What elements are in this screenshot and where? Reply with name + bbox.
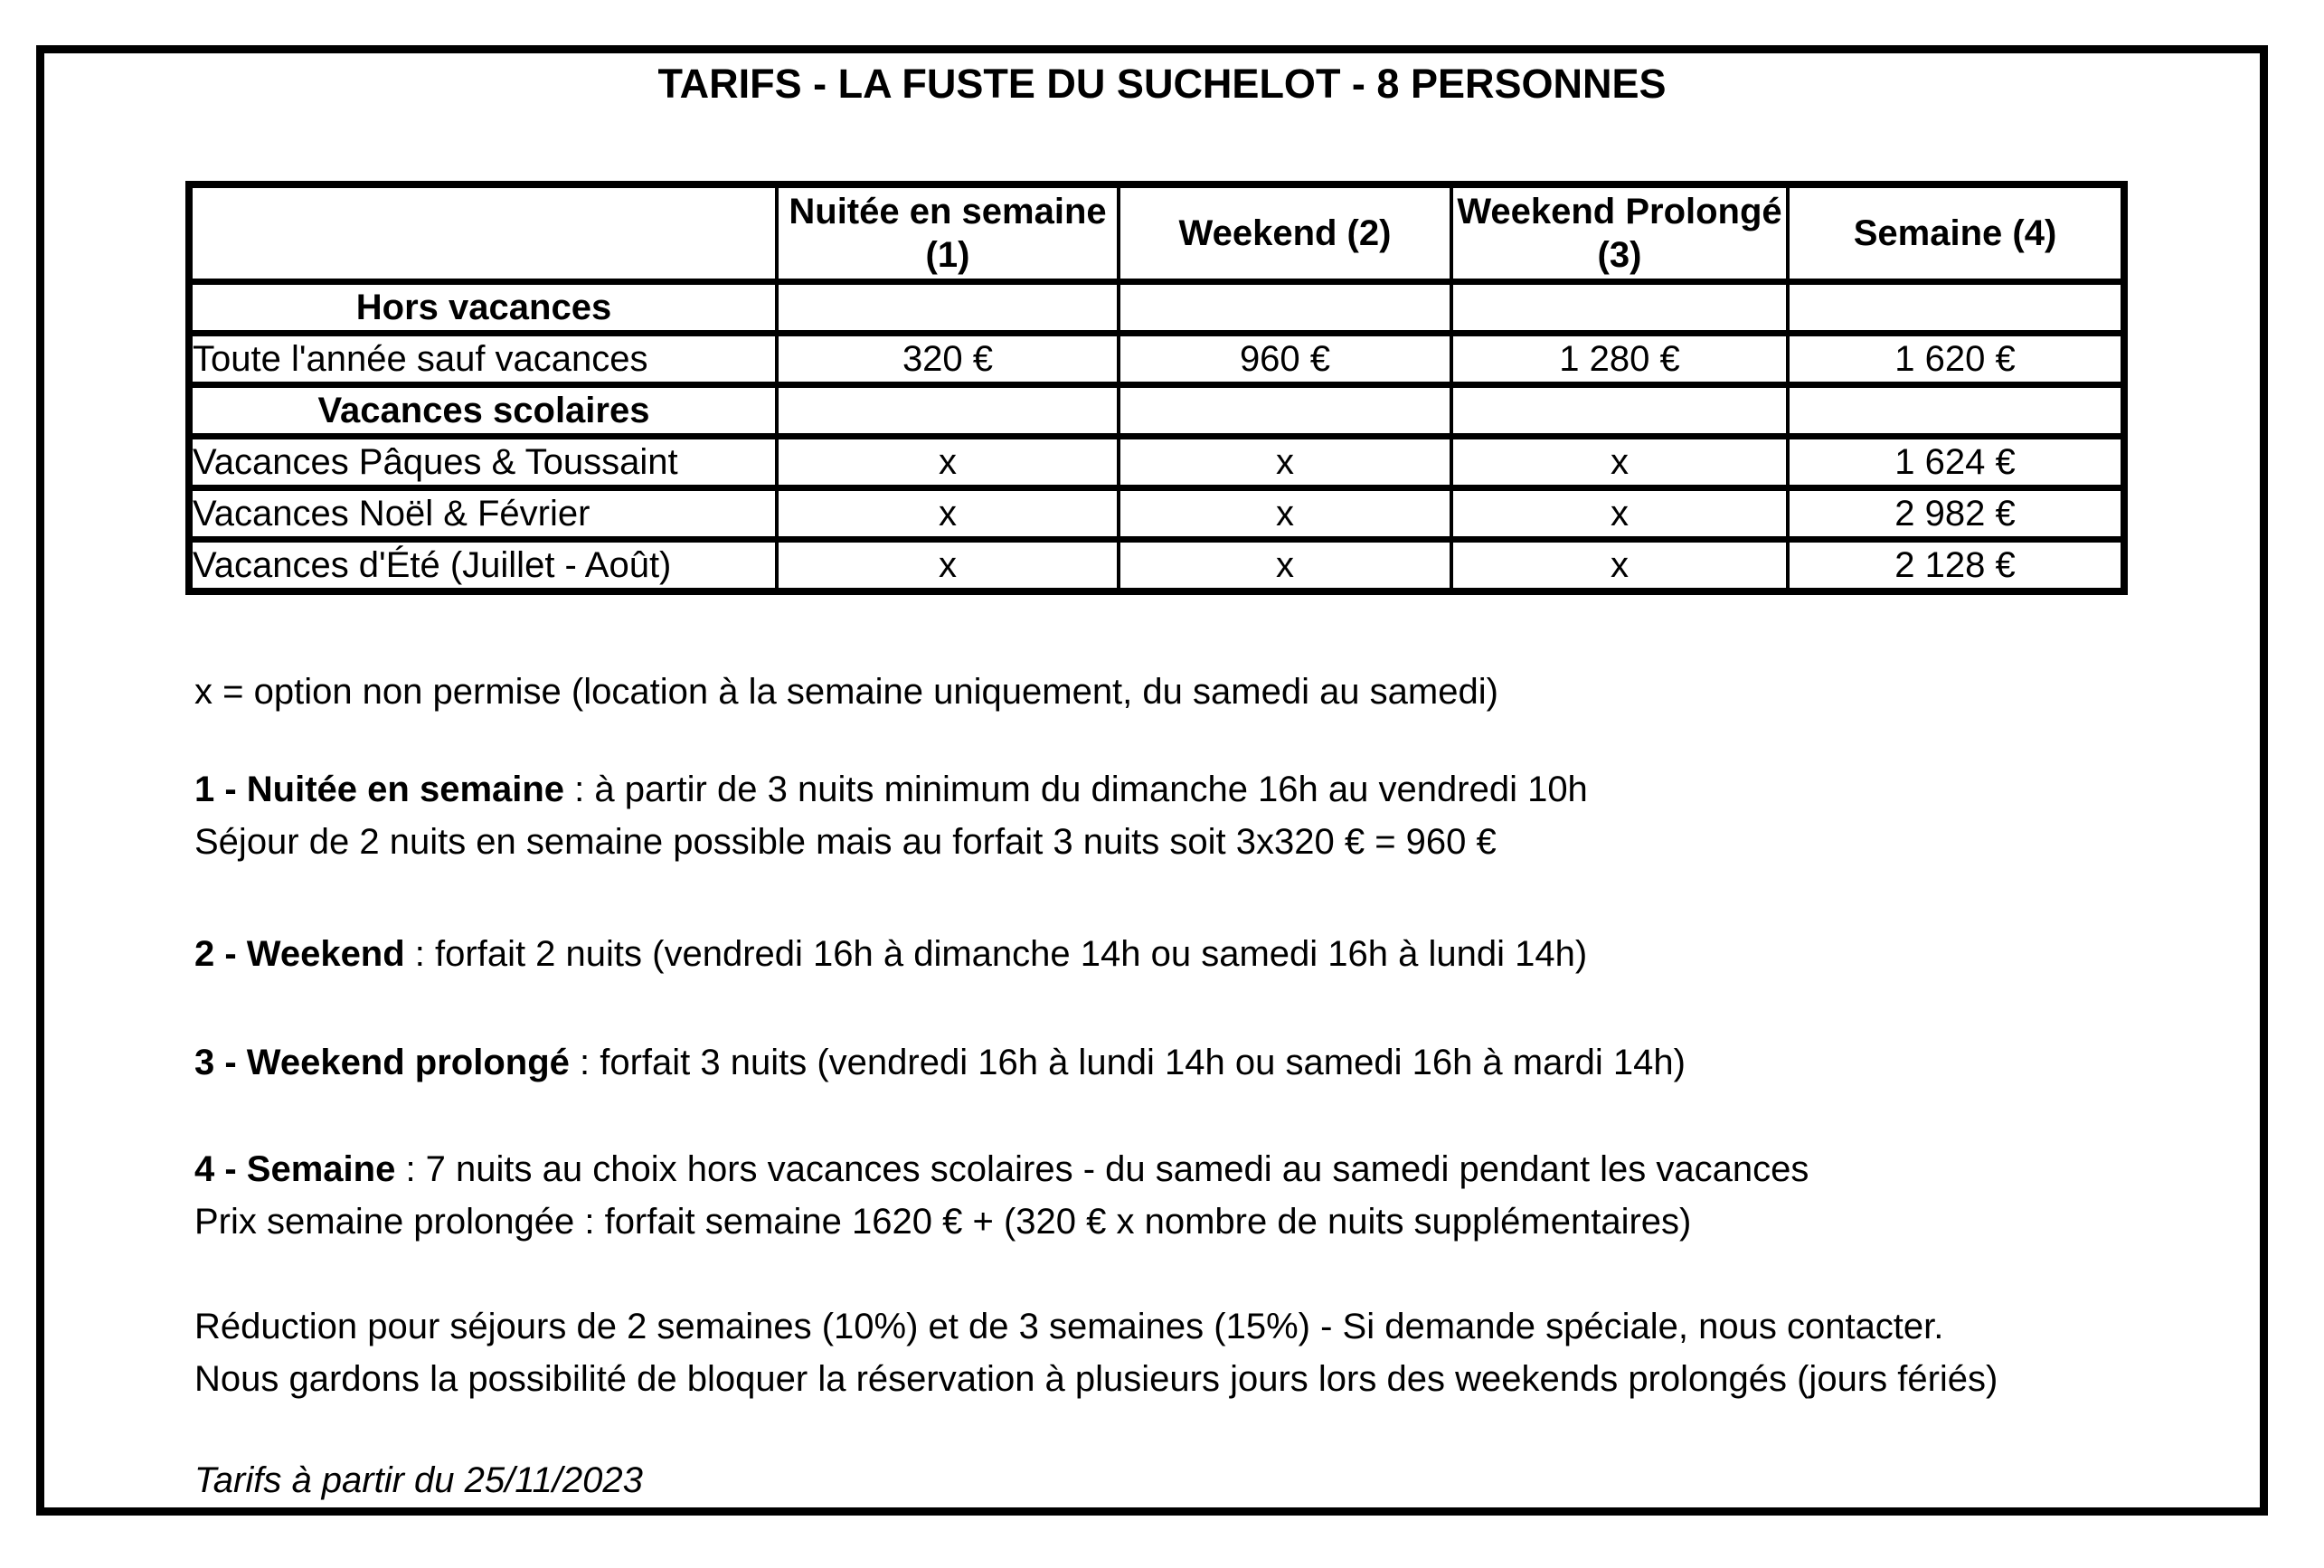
price-cell: 1 280 €: [1451, 334, 1788, 385]
note-nuitee-lead: 1 - Nuitée en semaine: [194, 770, 565, 809]
pricing-table: [185, 181, 2128, 595]
note-semaine-lead: 4 - Semaine: [194, 1149, 396, 1189]
column-header-semaine: Semaine (4): [1788, 184, 2124, 282]
price-cell: 320 €: [777, 334, 1119, 385]
price-cell: [1788, 282, 2124, 334]
not-permitted-cell: x: [777, 540, 1119, 592]
row-label: Vacances Noël & Février: [189, 488, 777, 540]
section-label: Vacances scolaires: [189, 385, 777, 437]
note-weekend-text: : forfait 2 nuits (vendredi 16h à dimanche 14h ou samedi 16h à lundi 14h): [404, 934, 1588, 974]
price-cell: 1 620 €: [1788, 334, 2124, 385]
price-cell: [777, 385, 1119, 437]
price-cell: [1119, 385, 1451, 437]
reduction-note-line2: Nous gardons la possibilité de bloquer la réservation à plusieurs jours lors des weekends prolongés (jours fériés): [194, 1359, 1998, 1399]
table-row-noel-fevrier: [189, 488, 2124, 540]
column-header-weekend: Weekend (2): [1119, 184, 1451, 282]
note-nuitee-line1: [194, 767, 1588, 812]
not-permitted-cell: x: [1119, 540, 1451, 592]
price-cell: [1451, 282, 1788, 334]
price-cell: 2 128 €: [1788, 540, 2124, 592]
row-label: Vacances d'Été (Juillet - Août): [189, 540, 777, 592]
note-nuitee-line2: Séjour de 2 nuits en semaine possible mais au forfait 3 nuits soit 3x320 € = 960 €: [194, 822, 1497, 862]
price-cell: [777, 282, 1119, 334]
table-row-hors-vacances: [189, 282, 2124, 334]
column-header-empty: [189, 184, 777, 282]
note-weekend-prolonge: [194, 1040, 1686, 1085]
price-cell: [1119, 282, 1451, 334]
price-cell: [1451, 385, 1788, 437]
not-permitted-cell: x: [1451, 540, 1788, 592]
price-cell: 960 €: [1119, 334, 1451, 385]
table-row-vacances-scolaires: [189, 385, 2124, 437]
price-cell: [1788, 385, 2124, 437]
not-permitted-cell: x: [1119, 437, 1451, 488]
column-header-weekend-prolonge: Weekend Prolongé (3): [1451, 184, 1788, 282]
table-row-paques-toussaint: [189, 437, 2124, 488]
note-semaine-text: : 7 nuits au choix hors vacances scolaires - du samedi au samedi pendant les vacances: [395, 1149, 1809, 1189]
effective-date: Tarifs à partir du 25/11/2023: [194, 1460, 643, 1500]
note-nuitee-text: : à partir de 3 nuits minimum du dimanche 16h au vendredi 10h: [564, 770, 1588, 809]
note-weekend-prolonge-lead: 3 - Weekend prolongé: [194, 1043, 570, 1082]
not-permitted-cell: x: [777, 437, 1119, 488]
row-label: Vacances Pâques & Toussaint: [189, 437, 777, 488]
note-semaine-line1: [194, 1147, 1809, 1192]
legend-note: x = option non permise (location à la semaine uniquement, du samedi au samedi): [194, 672, 1498, 712]
price-cell: 1 624 €: [1788, 437, 2124, 488]
note-weekend-lead: 2 - Weekend: [194, 934, 405, 974]
reduction-note-line1: Réduction pour séjours de 2 semaines (10%) et de 3 semaines (15%) - Si demande spéciale, nous contacter.: [194, 1307, 1944, 1346]
note-semaine-line2: Prix semaine prolongée : forfait semaine 1620 € + (320 € x nombre de nuits supplémentaires): [194, 1202, 1692, 1242]
column-header-nuitee-semaine: Nuitée en semaine (1): [777, 184, 1119, 282]
row-label: Toute l'année sauf vacances: [189, 334, 777, 385]
note-weekend-prolonge-text: : forfait 3 nuits (vendredi 16h à lundi 14h ou samedi 16h à mardi 14h): [569, 1043, 1686, 1082]
not-permitted-cell: x: [1451, 437, 1788, 488]
not-permitted-cell: x: [1119, 488, 1451, 540]
price-cell: 2 982 €: [1788, 488, 2124, 540]
table-header-row: [189, 184, 2124, 282]
not-permitted-cell: x: [777, 488, 1119, 540]
table-row-toute-annee: [189, 334, 2124, 385]
document-title: TARIFS - LA FUSTE DU SUCHELOT - 8 PERSONNES: [657, 61, 1667, 107]
section-label: Hors vacances: [189, 282, 777, 334]
note-weekend: [194, 931, 1587, 977]
table-row-ete: [189, 540, 2124, 592]
not-permitted-cell: x: [1451, 488, 1788, 540]
